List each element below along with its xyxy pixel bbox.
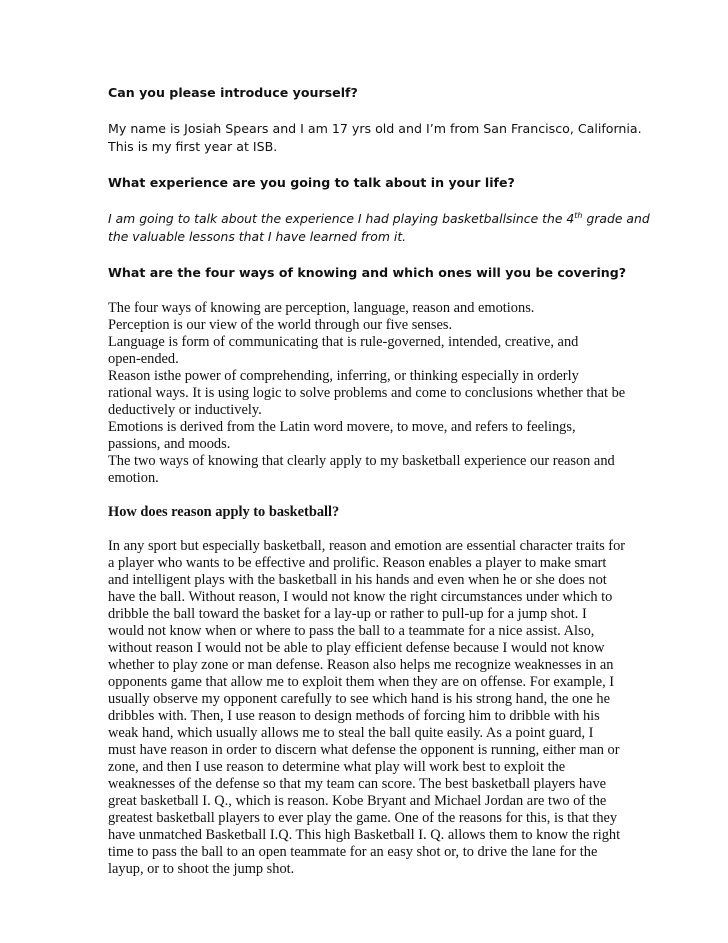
answer-line: opponents game that allow me to exploit them when they are on offense. For example, I xyxy=(108,674,615,690)
answer-line: My name is Josiah Spears and I am 17 yrs old and I’m from San Francisco, California. xyxy=(108,121,642,136)
spacer xyxy=(108,102,624,120)
ordinal-suffix: th xyxy=(574,210,583,220)
answer-line: weaknesses of the defense so that my team can score. The best basketball players have xyxy=(108,776,607,792)
answer-line: open-ended. xyxy=(108,351,179,367)
answer-line: a player who wants to be effective and prolific. Reason enables a player to make smart xyxy=(108,555,607,571)
spacer xyxy=(108,192,624,210)
answer-line xyxy=(108,210,650,228)
spacer xyxy=(108,156,624,174)
answer-line: passions, and moods. xyxy=(108,436,231,452)
answer-text: I am going to talk about the experience I had playing basketballsince the 4 xyxy=(108,211,575,226)
question-reason-basketball: How does reason apply to basketball? xyxy=(108,504,340,520)
answer-line: have the ball. Without reason, I would not know the right circumstances under which to xyxy=(108,589,613,605)
answer-line: weak hand, which usually allows me to steal the ball quite easily. As a point guard, I xyxy=(108,725,594,741)
spacer xyxy=(108,282,624,300)
answer-line: deductively or inductively. xyxy=(108,402,262,418)
answer-text: grade and xyxy=(582,211,650,226)
answer-line: zone, and then I use reason to determine what play will work best to exploit the xyxy=(108,759,566,775)
answer-line: the valuable lessons that I have learned from it. xyxy=(108,229,407,244)
answer-line: Reason isthe power of comprehending, inferring, or thinking especially in orderly xyxy=(108,368,579,384)
answer-line: rational ways. It is using logic to solve problems and come to conclusions whether that be xyxy=(108,385,626,401)
answer-line: have unmatched Basketball I.Q. This high Basketball I. Q. allows them to know the right xyxy=(108,827,621,843)
answer-line: emotion. xyxy=(108,470,159,486)
answer-line: usually observe my opponent carefully to see which hand is his strong hand, the one he xyxy=(108,691,610,707)
answer-line: The four ways of knowing are perception, language, reason and emotions. xyxy=(108,300,535,316)
answer-line: dribbles with. Then, I use reason to design methods of forcing him to dribble with his xyxy=(108,708,600,724)
answer-line: whether to play zone or man defense. Reason also helps me recognize weaknesses in an xyxy=(108,657,614,673)
answer-ways-of-knowing xyxy=(108,300,624,487)
answer-line: Language is form of communicating that is rule-governed, intended, creative, and xyxy=(108,334,579,350)
document-page xyxy=(108,84,650,878)
spacer xyxy=(108,487,624,504)
answer-line: time to pass the ball to an open teammate for an easy shot or, to drive the lane for the xyxy=(108,844,598,860)
answer-line: dribble the ball toward the basket for a lay-up or rather to pull-up for a jump shot. I xyxy=(108,606,587,622)
question-ways-of-knowing: What are the four ways of knowing and which ones will you be covering? xyxy=(108,265,627,280)
answer-line: great basketball I. Q., which is reason. Kobe Bryant and Michael Jordan are two of the xyxy=(108,793,607,809)
answer-line: This is my first year at ISB. xyxy=(108,139,278,154)
answer-reason-basketball xyxy=(108,538,624,878)
answer-line: must have reason in order to discern what defense the opponent is running, either man or xyxy=(108,742,620,758)
answer-line: greatest basketball players to ever play the game. One of the reasons for this, is that they xyxy=(108,810,618,826)
answer-line: without reason I would not be able to play efficient defense because I would not know xyxy=(108,640,605,656)
answer-line: Emotions is derived from the Latin word movere, to move, and refers to feelings, xyxy=(108,419,576,435)
spacer xyxy=(108,521,624,538)
answer-line: In any sport but especially basketball, reason and emotion are essential character traits for xyxy=(108,538,626,554)
spacer xyxy=(108,246,624,264)
answer-experience xyxy=(108,210,650,246)
answer-line: Perception is our view of the world through our five senses. xyxy=(108,317,453,333)
answer-line: layup, or to shoot the jump shot. xyxy=(108,861,295,877)
answer-line: and intelligent plays with the basketball in his hands and even when he or she does not xyxy=(108,572,607,588)
answer-line: The two ways of knowing that clearly apply to my basketball experience our reason and xyxy=(108,453,615,469)
question-experience: What experience are you going to talk about in your life? xyxy=(108,175,515,190)
answer-introduce xyxy=(108,120,642,156)
answer-line: would not know when or where to pass the ball to a teammate for a nice assist. Also, xyxy=(108,623,595,639)
question-introduce: Can you please introduce yourself? xyxy=(108,85,358,100)
